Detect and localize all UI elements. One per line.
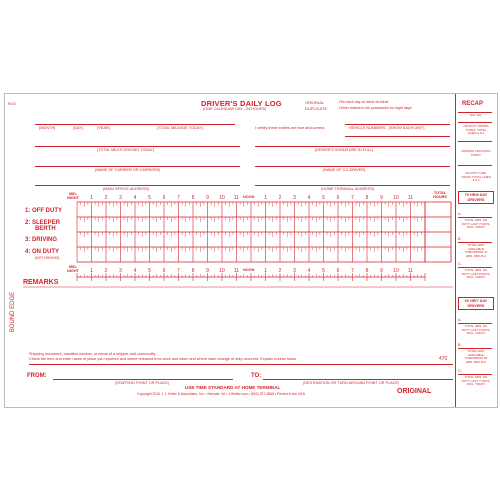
bottom-hour-am-10: 10 xyxy=(219,268,225,274)
bottom-hour-pm-3: 3 xyxy=(293,268,296,274)
recap-on-duty-today: ON DUTY HOURS TODAY, TOTAL LINES 3 & 4 xyxy=(463,124,489,136)
recap-driving-today: DRIVING VIOLATION TODAY xyxy=(461,149,491,157)
carrier-caption: (NAME OF CARRIER OR CARRIERS) xyxy=(95,168,161,172)
total-miles-driving-caption: (TOTAL MILES DRIVING TODAY) xyxy=(97,148,155,152)
top-hour-am-8: 8 xyxy=(191,195,195,201)
top-hour-pm-6: 6 xyxy=(336,195,340,201)
time-standard-note: USE TIME STANDARD AT HOME TERMINAL xyxy=(185,385,281,390)
recap-70-b-text: TOTAL HRS. AVAILABLE TOMORROW 70 HRS. MINUS A xyxy=(464,243,488,258)
bottom-hour-pm-8: 8 xyxy=(365,268,369,274)
form-code: 470 xyxy=(439,356,448,362)
form-number: 9/10 xyxy=(8,101,16,106)
duplicate-label: DUPLICATE xyxy=(305,106,328,111)
recap-on-duty-total: ON DUTY HRS. TODAY TOTAL LINES 3 & 4 xyxy=(461,171,491,183)
noon-bottom-label: NOON xyxy=(243,268,255,272)
midnight-bottom-label: MID- NIGHT xyxy=(67,265,79,273)
log-title: DRIVER'S DAILY LOG xyxy=(201,99,282,108)
duplicate-description: - Driver retains in his possession for eight days xyxy=(337,106,412,110)
bottom-hour-pm-1: 1 xyxy=(264,268,267,274)
instructions-note: Check the time and enter name of place you reported and where released from work and when and where each change of duty occurred. Explain excess hours. xyxy=(29,357,298,361)
bottom-hour-am-8: 8 xyxy=(191,268,195,274)
top-hour-am-9: 9 xyxy=(206,195,209,201)
top-hour-am-1: 1 xyxy=(90,195,93,201)
vehicle-numbers-caption: VEHICLE NUMBERS - (SHOW EACH UNIT) xyxy=(349,126,425,130)
midnight-top-label: MID- NIGHT xyxy=(67,192,79,200)
top-hour-pm-11: 11 xyxy=(407,195,414,201)
recap-60-a-label: A. xyxy=(458,318,462,322)
recap-70-a-label: A. xyxy=(458,212,462,216)
main-office-caption: (MAIN OFFICE ADDRESS) xyxy=(103,187,150,191)
from-caption: (STARTING POINT OR PLACE) xyxy=(115,381,170,385)
signature-caption: (DRIVER'S SIGNATURE IN FULL) xyxy=(315,148,374,152)
total-hours-label: TOTAL HOURS xyxy=(433,191,447,199)
bottom-hour-pm-11: 11 xyxy=(407,268,414,274)
bottom-hour-am-5: 5 xyxy=(148,268,151,274)
recap-70-c-label: C. xyxy=(458,262,462,266)
bottom-hour-pm-6: 6 xyxy=(336,268,340,274)
recap-60hr-box: 60 HR/7 DAY DRIVERS xyxy=(458,297,494,310)
certify-text: I certify these entries are true and correct. xyxy=(255,126,326,130)
co-driver-caption: (NAME OF CO-DRIVER) xyxy=(323,168,366,172)
row-sleeper-label: 2: SLEEPER BERTH xyxy=(25,220,61,232)
top-hour-am-3: 3 xyxy=(119,195,122,201)
bottom-hour-am-1: 1 xyxy=(90,268,93,274)
recap-70-c-text: TOTAL HRS. ON DUTY LAST 8 DAYS, INCL. TODAY xyxy=(461,268,491,280)
day-caption: (DAY) xyxy=(73,126,84,130)
recap-60-c-label: C. xyxy=(458,369,462,373)
recap-60-c-text: TOTAL HRS. ON DUTY LAST 7 DAYS, INCL. TODAY xyxy=(461,375,491,387)
home-terminal-caption: (HOME TERMINAL ADDRESS) xyxy=(321,187,375,191)
bottom-hour-pm-4: 4 xyxy=(307,268,311,274)
top-hour-pm-9: 9 xyxy=(380,195,383,201)
recap-70hr-box: 70 HR/8 DAY DRIVERS xyxy=(458,191,494,204)
bottom-hour-am-11: 11 xyxy=(233,268,240,274)
year-caption: (YEAR) xyxy=(97,126,110,130)
top-hour-am-10: 10 xyxy=(219,195,225,201)
top-hour-am-2: 2 xyxy=(104,195,108,201)
bottom-hour-pm-5: 5 xyxy=(322,268,325,274)
to-label: TO: xyxy=(251,373,262,379)
bottom-hour-pm-9: 9 xyxy=(380,268,383,274)
recap-60-b-label: B. xyxy=(458,343,462,347)
month-caption: (MONTH) xyxy=(39,126,56,130)
recap-70-a-text: TOTAL HRS. ON DUTY LAST 7 DAYS, INCL. TODAY xyxy=(461,218,491,230)
top-hour-pm-3: 3 xyxy=(293,195,296,201)
bottom-hour-pm-10: 10 xyxy=(393,268,399,274)
noon-top-label: NOON xyxy=(243,195,255,199)
recap-title: RECAP xyxy=(462,101,484,107)
top-hour-pm-4: 4 xyxy=(307,195,311,201)
copyright-line: Copyright 2015 J. J. Keller & Associates, Inc. • Neenah, WI • JJKeller.com • (800) 327-6868 • Printed in the USA xyxy=(137,392,305,396)
top-hour-pm-7: 7 xyxy=(351,195,354,201)
from-label: FROM: xyxy=(27,373,47,379)
top-hour-pm-2: 2 xyxy=(278,195,282,201)
original-label: ORIGINAL xyxy=(305,100,325,105)
row-on-duty-label: 4: ON DUTY (NOT DRIVING) xyxy=(25,249,60,260)
copy-label-original: ORIGINAL xyxy=(397,388,432,395)
top-hour-am-5: 5 xyxy=(148,195,151,201)
recap-day-label: DAY NO. xyxy=(469,113,483,117)
top-hour-pm-8: 8 xyxy=(365,195,369,201)
top-hour-am-7: 7 xyxy=(177,195,180,201)
recap-60-b-text: TOTAL HRS. AVAILABLE TOMORROW 60 HRS. MINUS A xyxy=(464,349,488,364)
bound-edge-label: BOUND EDGE xyxy=(10,291,16,333)
recap-panel xyxy=(455,94,498,407)
recap-60-a-text: TOTAL HRS. ON DUTY LAST 6 DAYS, INCL. TODAY xyxy=(461,324,491,336)
original-description: - File each day at home terminal xyxy=(337,100,389,104)
total-mileage-caption: (TOTAL MILEAGE TODAY) xyxy=(157,126,203,130)
top-hour-pm-1: 1 xyxy=(264,195,267,201)
bottom-hour-am-3: 3 xyxy=(119,268,122,274)
bottom-hour-am-6: 6 xyxy=(162,268,166,274)
bottom-hour-pm-2: 2 xyxy=(278,268,282,274)
bottom-hour-am-9: 9 xyxy=(206,268,209,274)
top-hour-am-11: 11 xyxy=(233,195,240,201)
top-hour-pm-5: 5 xyxy=(322,195,325,201)
top-hour-pm-10: 10 xyxy=(393,195,399,201)
to-caption: (DESTINATION OR TURN AROUND POINT OR PLACE) xyxy=(303,381,400,385)
row-driving-label: 3: DRIVING xyxy=(25,237,58,243)
log-subtitle: (ONE CALENDAR DAY - 24 HOURS) xyxy=(203,107,267,111)
bottom-hour-pm-7: 7 xyxy=(351,268,354,274)
daily-log-form xyxy=(4,93,498,408)
row-off-duty-label: 1: OFF DUTY xyxy=(25,208,63,214)
shipping-note: Shipping document, manifest number, or name of a shipper and commodity. xyxy=(29,352,157,356)
bottom-hour-am-2: 2 xyxy=(104,268,108,274)
recap-70-b-label: B. xyxy=(458,237,462,241)
remarks-label: REMARKS xyxy=(23,279,59,286)
top-hour-am-4: 4 xyxy=(133,195,137,201)
bottom-hour-am-7: 7 xyxy=(177,268,180,274)
top-hour-am-6: 6 xyxy=(162,195,166,201)
bottom-hour-am-4: 4 xyxy=(133,268,137,274)
